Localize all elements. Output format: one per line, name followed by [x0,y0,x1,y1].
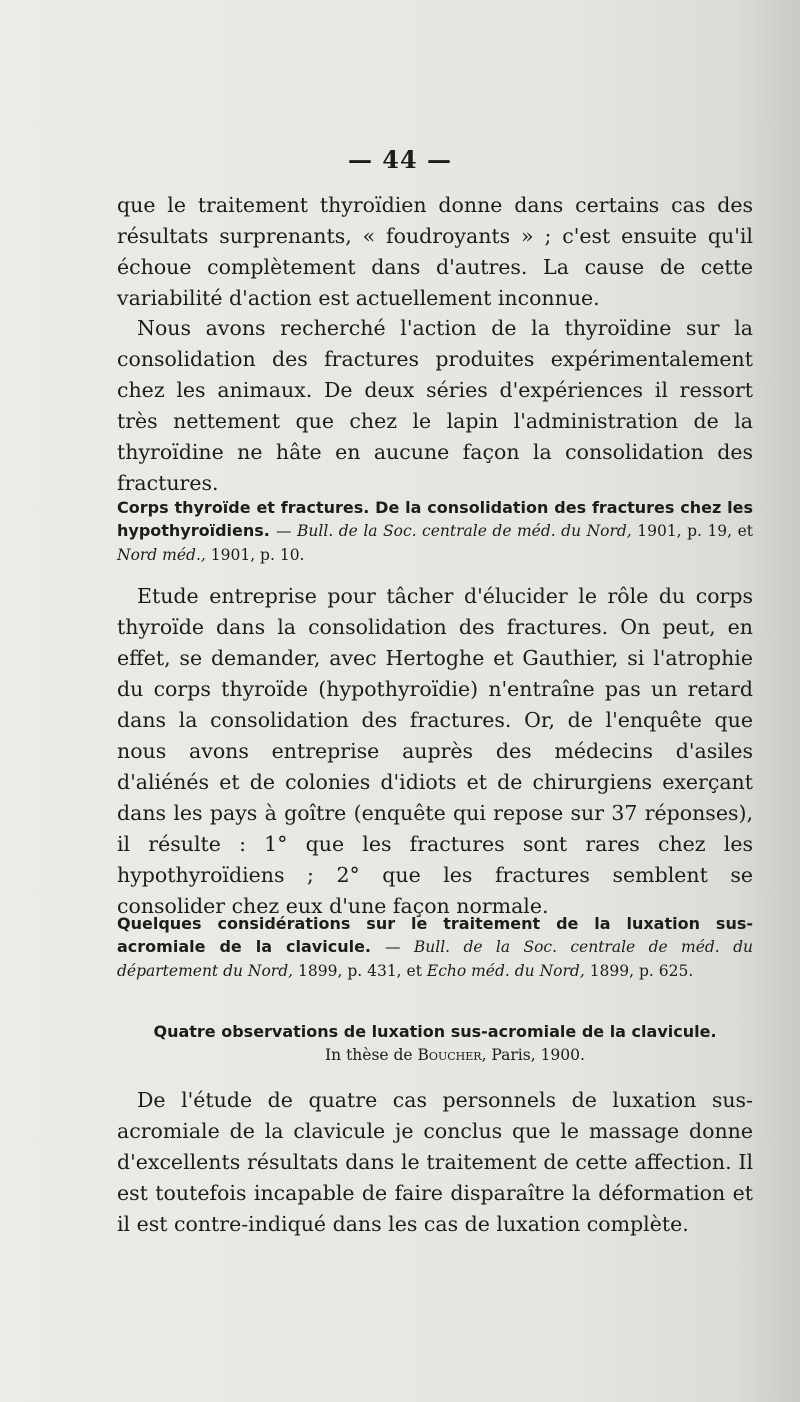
section2-ref-journal2: Echo méd. du Nord, [426,962,585,980]
section1-body-block [117,581,753,922]
section1-ref-journal: Bull. de la Soc. centrale de méd. du Nord, [297,522,632,540]
section2-ref-mid: 1899, p. 431, et [298,962,422,980]
section1-ref-year: 1901, [637,522,682,540]
section1-ref-pages: p. 19, et [687,522,753,540]
section3-ref-prefix: In thèse de [325,1046,413,1064]
section2-heading [117,912,753,983]
section2-title: Quelques considérations sur le traitement de la luxation sus-acromiale de la clavicule. [117,914,753,956]
section2-heading-block [117,912,753,983]
section1-title: Corps thyroïde et fractures. De la consolidation des fractures chez les hypothyroïdiens. [117,498,753,540]
section3-ref-rest: , Paris, 1900. [481,1046,585,1064]
section1-body: Etude entreprise pour tâcher d'élucider le rôle du corps thyroïde dans la consolidation des fractures. On peut, en effet, se demander, avec Hertoghe et Gauthier, si l'atrophie du corps thyroïde (hypothyroïdie) n'entraîne pas un retard dans la consolidation des fractures. Or, de l'enquête que nous avons entreprise auprès des médecins d'asiles d'aliénés et de colonies d'idiots et de chirurgiens exerçant dans les pays à goître (enquête qui repose sur 37 réponses), il résulte : 1° que les fractures sont rares chez les hypothyroïdiens ; 2° que les fractures semblent se consolider chez eux d'une façon normale. [117,584,753,918]
section1-ref-dash: — [276,522,292,540]
section2-ref-dash: — [385,938,401,956]
section3-body-block [117,1085,753,1240]
intro-paragraph: que le traitement thyroïdien donne dans certains cas des résultats surprenants, « foudroyants » ; c'est ensuite qu'il échoue complètement dans d'autres. La cause de cette variabilité d'action est actuellement inconnue. [117,193,753,310]
intro-paragraph-block [117,190,753,314]
section1-heading-block [117,496,753,567]
section3-title: Quatre observations de luxation sus-acromiale de la clavicule. [153,1022,717,1041]
thyroidine-paragraph: Nous avons recherché l'action de la thyroïdine sur la consolidation des fractures produites expérimentalement chez les animaux. De deux séries d'expériences il ressort très nettement que chez le lapin l'administration de la thyroïdine ne hâte en aucune façon la consolidation des fractures. [117,316,753,495]
section3-ref-author: Boucher [417,1046,482,1064]
section2-ref-journal: Bull. de la Soc. centrale de méd. du département du Nord, [117,938,753,980]
section1-ref-journal2: Nord méd., [117,546,206,564]
section1-ref-rest: 1901, p. 10. [210,546,305,564]
thyroidine-paragraph-block [117,313,753,499]
section1-heading [117,496,753,567]
section2-ref-rest: 1899, p. 625. [589,962,694,980]
section3-heading-block [117,1020,753,1067]
page-number: — 44 — [347,145,453,174]
section3-body: De l'étude de quatre cas personnels de luxation sus-acromiale de la clavicule je conclus que le massage donne d'excellents résultats dans le traitement de cette affection. Il est toutefois incapable de faire disparaître la déformation et il est contre-indiqué dans les cas de luxation complète. [117,1088,753,1236]
section3-ref [117,1043,753,1067]
